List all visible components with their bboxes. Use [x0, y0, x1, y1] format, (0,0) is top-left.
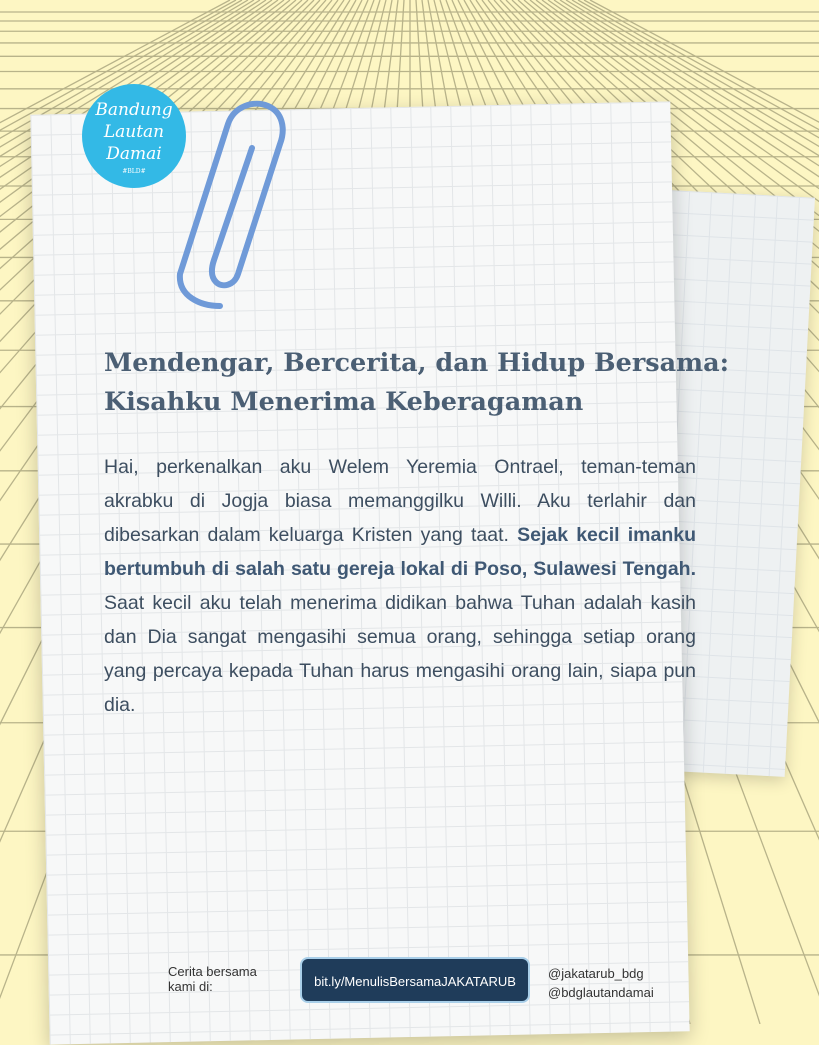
paperclip-icon	[160, 96, 300, 326]
footer-label-line-1: Cerita bersama	[168, 964, 257, 979]
paragraph-part-1: Hai, perkenalkan aku Welem Yeremia Ontrael, teman-teman akrabku di Jogja biasa memanggilku Willi. Aku terlahir dan dibesarkan dalam keluarga Kristen yang taat.	[104, 456, 696, 546]
title-line-2: Kisahku Menerima Keberagaman	[104, 387, 584, 417]
paragraph-part-2: Saat kecil aku telah menerima didikan bahwa Tuhan adalah kasih dan Dia sangat mengasihi semua orang, sehingga setiap orang yang percaya kepada Tuhan harus mengasihi orang lain, siapa pun dia.	[104, 592, 696, 716]
logo-line-2: Lautan	[103, 122, 165, 142]
handle-bdglautandamai[interactable]: @bdglautandamai	[548, 985, 654, 1000]
logo-line-3: Damai	[106, 144, 162, 164]
article-title	[104, 344, 744, 422]
paragraph-bold-part: Sejak kecil imanku bertumbuh di salah satu gereja lokal di Poso, Sulawesi Tengah.	[104, 524, 697, 580]
social-handles	[548, 964, 654, 1002]
menulis-bersama-link-button[interactable]: bit.ly/MenulisBersamaJAKATARUB	[300, 957, 530, 1003]
logo-tagline: #BLD#	[122, 168, 146, 175]
footer-label	[168, 964, 257, 994]
handle-jakatarub[interactable]: @jakatarub_bdg	[548, 966, 644, 981]
article-paragraph	[104, 450, 696, 722]
logo-line-1: Bandung	[95, 100, 173, 120]
title-line-1: Mendengar, Bercerita, dan Hidup Bersama:	[104, 348, 730, 378]
footer-label-line-2: kami di:	[168, 979, 213, 994]
